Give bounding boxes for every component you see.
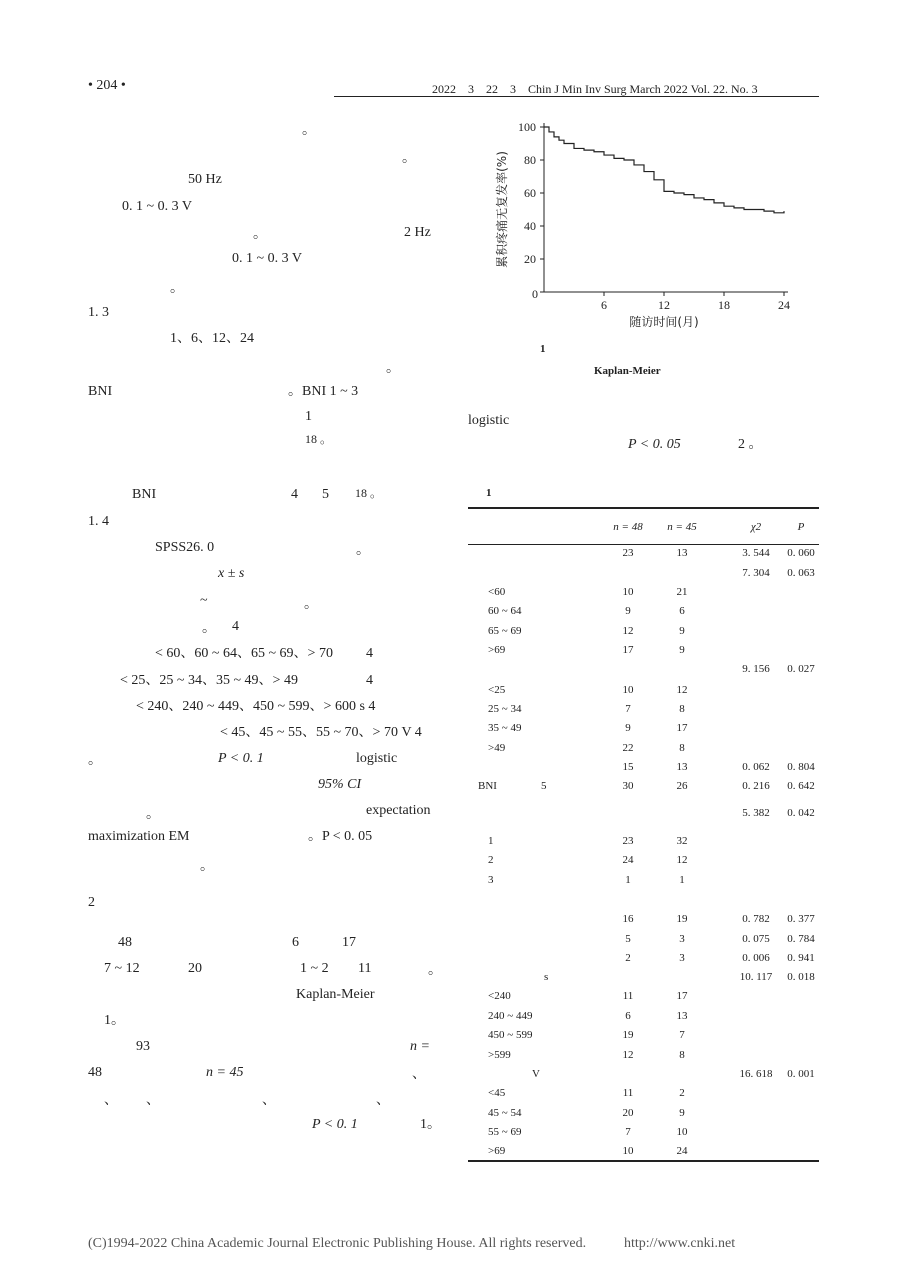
left-text: 11 xyxy=(358,961,372,976)
left-text: 。 xyxy=(200,859,214,874)
table-cell: 9 xyxy=(679,1107,685,1119)
section-heading: 1. 4 xyxy=(88,514,109,529)
table-cell: 5 xyxy=(625,933,631,945)
table-row-label: 240 ~ 449 xyxy=(488,1010,533,1022)
table-cell: 8 xyxy=(679,703,685,715)
left-text: 93 xyxy=(136,1039,150,1054)
section-heading: 1. 3 xyxy=(88,305,109,320)
table-cell: 8 xyxy=(679,1049,685,1061)
left-text: 48 xyxy=(88,1065,102,1080)
table-cell: 0. 001 xyxy=(787,1068,815,1080)
left-text: 、 xyxy=(104,1093,118,1108)
table-cell: 0. 216 xyxy=(742,780,770,792)
table-cell: 5. 382 xyxy=(742,807,770,819)
left-text: 1。 xyxy=(420,1117,441,1132)
left-text: ~ xyxy=(200,593,208,608)
table-cell: 10 xyxy=(622,1145,634,1157)
left-text: 。 xyxy=(386,361,400,376)
x-tick-label: 12 xyxy=(658,298,670,312)
table-row-label: 45 ~ 54 xyxy=(488,1107,522,1119)
right-text: P < 0. 05 xyxy=(628,437,681,452)
table-cell: 16. 618 xyxy=(739,1068,773,1080)
table-cell: 0. 062 xyxy=(742,761,770,773)
figure-caption: Kaplan-Meier xyxy=(594,365,661,377)
table-cell: 22 xyxy=(622,742,634,754)
kaplan-meier-chart xyxy=(480,110,810,330)
left-text: 5 xyxy=(322,487,329,502)
table-row-label: 2 xyxy=(488,854,494,866)
page-number: • 204 • xyxy=(88,78,126,93)
table-cell: 9. 156 xyxy=(742,663,770,675)
table-cell: 0. 804 xyxy=(787,761,815,773)
table-cell: 9 xyxy=(625,722,631,734)
table-cell: 12 xyxy=(676,684,688,696)
table-cell: 7 xyxy=(625,1126,631,1138)
table-cell: 9 xyxy=(679,644,685,656)
table-cell: 0. 642 xyxy=(787,780,815,792)
table-header-cell: n = 45 xyxy=(667,521,697,533)
journal-header: 2022 3 22 3 Chin J Min Inv Surg March 2022 Vol. 22. No. 3 xyxy=(432,82,758,96)
table-cell: 7 xyxy=(679,1029,685,1041)
table-cell: 17 xyxy=(676,990,688,1002)
left-text: 0. 1 ~ 0. 3 V xyxy=(232,251,302,266)
table-header-cell: n = 48 xyxy=(613,521,643,533)
table-cell: 1 xyxy=(679,874,685,886)
table-header-rule xyxy=(468,544,819,545)
left-text: maximization EM xyxy=(88,829,190,844)
table-cell: 10 xyxy=(622,684,634,696)
left-text: SPSS26. 0 xyxy=(155,540,215,555)
left-text: 1 xyxy=(305,409,312,424)
table-cell: 1 xyxy=(625,874,631,886)
table-cell: 19 xyxy=(622,1029,634,1041)
right-text: 2 。 xyxy=(738,437,763,452)
table-cell: 2 xyxy=(679,1087,685,1099)
left-text: 6 xyxy=(292,935,299,950)
right-text: logistic xyxy=(468,413,510,428)
left-text: < 240、240 ~ 449、450 ~ 599、> 600 s 4 xyxy=(136,699,376,714)
table-cell: 32 xyxy=(676,835,688,847)
left-text: < 25、25 ~ 34、35 ~ 49、> 49 xyxy=(120,673,298,688)
table-cell: 24 xyxy=(622,854,634,866)
left-text: P < 0. 1 xyxy=(312,1117,358,1132)
table-cell: 10 xyxy=(622,586,634,598)
left-text: 0. 1 ~ 0. 3 V xyxy=(122,199,192,214)
table-header-cell: P xyxy=(797,521,805,533)
table-cell: 0. 006 xyxy=(742,952,770,964)
table-cell: 13 xyxy=(676,1010,688,1022)
survival-curve xyxy=(544,127,784,213)
left-text: 、 xyxy=(412,1067,426,1082)
table-top-rule xyxy=(468,507,819,509)
left-text: 18 。 xyxy=(305,432,333,446)
table-cell: 3 xyxy=(679,952,685,964)
table-cell: 9 xyxy=(679,625,685,637)
table-cell: 0. 027 xyxy=(787,663,815,675)
left-text: 4 xyxy=(291,487,298,502)
header-rule xyxy=(334,96,819,97)
table-cell: 12 xyxy=(676,854,688,866)
left-text: 18 。 xyxy=(355,486,383,500)
left-text: P < 0. 1 xyxy=(218,751,264,766)
left-text: 7 ~ 12 xyxy=(104,961,140,976)
table-row-label: BNI 5 xyxy=(478,780,547,792)
table-cell: 8 xyxy=(679,742,685,754)
left-text: BNI xyxy=(132,487,157,502)
left-text: 。 xyxy=(170,281,184,296)
table-row-label: 60 ~ 64 xyxy=(488,605,522,617)
left-text: n = xyxy=(410,1039,430,1054)
origin-tick-label: 0 xyxy=(532,287,538,301)
table-cell: 9 xyxy=(625,605,631,617)
table-bottom-rule xyxy=(468,1160,819,1162)
y-axis-label: 累积疼痛无复发率(%) xyxy=(495,151,509,268)
left-text: 17 xyxy=(342,935,356,950)
footer-url: http://www.cnki.net xyxy=(624,1236,736,1251)
left-text: 48 xyxy=(118,935,132,950)
table-cell: 13 xyxy=(676,761,688,773)
table-row-label: s xyxy=(544,971,549,983)
table-cell: 23 xyxy=(622,547,634,559)
table-cell: 6 xyxy=(625,1010,631,1022)
left-text: 4 xyxy=(366,673,373,688)
left-text: 50 Hz xyxy=(188,172,222,187)
table-row-label: <60 xyxy=(488,586,506,598)
table-cell: 0. 060 xyxy=(787,547,815,559)
table-cell: 10. 117 xyxy=(739,971,773,983)
table-row-label: >69 xyxy=(488,1145,506,1157)
table-cell: 11 xyxy=(622,990,634,1002)
table-cell: 17 xyxy=(676,722,688,734)
left-text: 95% CI xyxy=(318,777,362,792)
left-text: < 60、60 ~ 64、65 ~ 69、> 70 xyxy=(155,646,333,661)
x-tick-label: 18 xyxy=(718,298,730,312)
table-row-label: 65 ~ 69 xyxy=(488,625,522,637)
x-tick-label: 6 xyxy=(601,298,607,312)
y-tick-label: 40 xyxy=(524,219,536,233)
table-row-label: <25 xyxy=(488,684,506,696)
left-text: 4 xyxy=(232,619,239,634)
table-cell: 7 xyxy=(625,703,631,715)
left-text: x ± s xyxy=(218,566,245,581)
left-text: 。 xyxy=(428,963,442,978)
y-tick-label: 80 xyxy=(524,153,536,167)
left-text: 。BNI 1 ~ 3 xyxy=(288,384,359,399)
table-cell: 0. 075 xyxy=(742,933,770,945)
table-cell: 21 xyxy=(676,586,688,598)
figure-caption-number: 1 xyxy=(540,343,546,355)
left-text: BNI xyxy=(88,384,113,399)
table-cell: 20 xyxy=(622,1107,634,1119)
table-cell: 0. 018 xyxy=(787,971,815,983)
left-text: 4 xyxy=(366,646,373,661)
table-cell: 0. 042 xyxy=(787,807,815,819)
table-cell: 26 xyxy=(676,780,688,792)
table-cell: 13 xyxy=(676,547,688,559)
table-cell: 0. 782 xyxy=(742,913,770,925)
table-cell: 23 xyxy=(622,835,634,847)
table-row-label: <45 xyxy=(488,1087,506,1099)
left-text: 1。 xyxy=(104,1013,125,1028)
table-cell: 12 xyxy=(622,625,634,637)
table-cell: 0. 784 xyxy=(787,933,815,945)
left-text: 20 xyxy=(188,961,202,976)
table-cell: 24 xyxy=(676,1145,688,1157)
table-row-label: 35 ~ 49 xyxy=(488,722,522,734)
table-cell: 7. 304 xyxy=(742,567,770,579)
table-row-label: >69 xyxy=(488,644,506,656)
table-cell: 16 xyxy=(622,913,634,925)
table-cell: 6 xyxy=(679,605,685,617)
section-heading: 2 xyxy=(88,895,95,910)
table-cell: 11 xyxy=(622,1087,634,1099)
left-text: 。 xyxy=(356,543,370,558)
left-text: 。 xyxy=(402,151,416,166)
left-text: n = 45 xyxy=(206,1065,244,1080)
left-text: 。 xyxy=(253,227,267,242)
table-cell: 30 xyxy=(622,780,634,792)
left-text: 1、6、12、24 xyxy=(170,331,254,346)
table-title: 1 xyxy=(486,487,492,499)
left-text: < 45、45 ~ 55、55 ~ 70、> 70 V 4 xyxy=(220,725,422,740)
table-header-cell: χ2 xyxy=(750,521,762,533)
left-text: 、 xyxy=(146,1093,160,1108)
y-tick-label: 100 xyxy=(518,120,536,134)
left-text: 。 xyxy=(202,621,216,636)
left-text: 1 ~ 2 xyxy=(300,961,329,976)
y-tick-label: 20 xyxy=(524,252,536,266)
left-text: 。 xyxy=(302,123,316,138)
table-cell: 3. 544 xyxy=(742,547,770,559)
table-cell: 0. 941 xyxy=(787,952,815,964)
left-text: 。 xyxy=(304,597,318,612)
table-cell: 12 xyxy=(622,1049,634,1061)
table-row-label: >49 xyxy=(488,742,506,754)
table-row-label: >599 xyxy=(488,1049,511,1061)
x-axis-label: 随访时间(月) xyxy=(629,315,699,329)
table-cell: 2 xyxy=(625,952,631,964)
left-text: 。 xyxy=(146,807,160,822)
left-text: 2 Hz xyxy=(404,225,431,240)
table-row-label: 1 xyxy=(488,835,494,847)
table-row-label: V xyxy=(532,1068,540,1080)
table-cell: 15 xyxy=(622,761,634,773)
table-row-label: <240 xyxy=(488,990,511,1002)
left-text: 、 xyxy=(376,1093,390,1108)
left-text: Kaplan-Meier xyxy=(296,987,375,1002)
left-text: 。 xyxy=(88,753,102,768)
left-text: logistic xyxy=(356,751,398,766)
left-text: expectation xyxy=(366,803,431,818)
table-row-label: 25 ~ 34 xyxy=(488,703,522,715)
table-cell: 17 xyxy=(622,644,634,656)
y-tick-label: 60 xyxy=(524,186,536,200)
table-cell: 0. 063 xyxy=(787,567,815,579)
table-row-label: 450 ~ 599 xyxy=(488,1029,533,1041)
table-cell: 10 xyxy=(676,1126,688,1138)
table-row-label: 55 ~ 69 xyxy=(488,1126,522,1138)
table-row-label: 3 xyxy=(488,874,494,886)
table-cell: 3 xyxy=(679,933,685,945)
x-tick-label: 24 xyxy=(778,298,790,312)
left-text: 、 xyxy=(262,1093,276,1108)
left-text: 。P < 0. 05 xyxy=(308,829,373,844)
copyright-text: (C)1994-2022 China Academic Journal Electronic Publishing House. All rights reserved. xyxy=(88,1236,587,1251)
table-cell: 19 xyxy=(676,913,688,925)
table-cell: 0. 377 xyxy=(787,913,815,925)
